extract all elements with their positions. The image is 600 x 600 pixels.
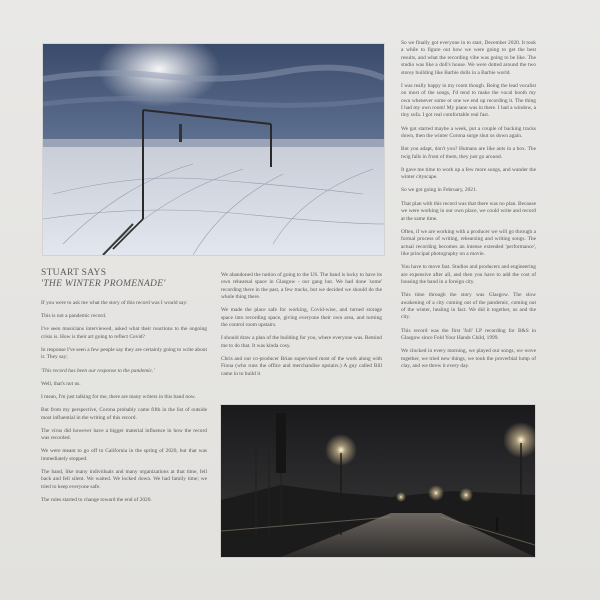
paragraph: I've seen musicians interviewed, asked what their reactions to the ongoing crisis is. How is their art going to reflect Covid? bbox=[41, 326, 207, 340]
paragraph: But you adapt, don't you? Humans are like ants in a box. The twig falls in front of them, they just go around. bbox=[401, 146, 536, 160]
paragraph: The virus did however have a bigger material influence in how the record was recorded. bbox=[41, 427, 207, 442]
paragraph: I mean, I'm just talking for me, there are many writers in this band now. bbox=[41, 394, 196, 401]
paragraph: Well, that's not us. bbox=[41, 380, 81, 387]
paragraph: But from my perspective, Corona probably came fifth in the list of outside most influential in the writing of this record. bbox=[41, 407, 207, 421]
paragraph: We got started maybe a week, put a couple of backing tracks down, then the winter Corona surge shut us down again. bbox=[401, 125, 536, 140]
paragraph: This is not a pandemic record. bbox=[41, 313, 107, 320]
paragraph: We were meant to go off to California in the spring of 2020, but that was immediately stopped. bbox=[41, 448, 207, 462]
paragraph: Chris and our co-producer Brian supervised most of the work along with Fiona (who runs the office and merchandise upstairs.) A guy called Bill came in to build it bbox=[221, 356, 382, 377]
paragraph: So we got going in February, 2021. bbox=[401, 187, 478, 194]
paragraph: We made the place safe for working, Covid-wise, and turned storage space into recording space, giving everyone their own area, and turning the control room upstairs. bbox=[221, 307, 382, 329]
night-street-photo bbox=[221, 405, 535, 557]
paragraph: I should draw a plan of the building for you, where everyone was. Remind me to do that. It was kinda cosy. bbox=[221, 335, 382, 349]
left-text-column bbox=[41, 300, 207, 558]
paragraph: That plan with this record was that there was no plan. Because we were working in our own place, we could write and record at the same time. bbox=[401, 200, 536, 222]
paragraph: We abandoned the notion of going to the US. The band is lucky to have its own rehearsal space in Glasgow - our gang hut. We had done 'some' recording there in the past, a few tracks, but we decided we should do the whole thing there. bbox=[221, 272, 382, 301]
quote-paragraph: 'This record has been our response to the pandemic.' bbox=[41, 367, 155, 374]
article-heading bbox=[41, 268, 211, 290]
paragraph: The rules started to change toward the end of 2020. bbox=[41, 497, 152, 504]
heading-line-1: STUART SAYS bbox=[41, 268, 107, 278]
paragraph: We clocked in every morning, we played our songs, we wove together, we tried new things, we took the proverbial lump of clay, and we threw it every day. bbox=[401, 348, 536, 369]
snowy-goalpost-photo bbox=[43, 44, 384, 255]
right-text-column bbox=[401, 40, 536, 398]
paragraph: This record was the first 'full' LP recording for B&S in Glasgow since Fold Your Hands Child, 1999. bbox=[401, 327, 536, 341]
paragraph: If you were to ask me what the story of this record was I would say: bbox=[41, 300, 188, 306]
paragraph: Often, if we are working with a producer we will go through a formal process of writing, rehearsing and writing songs. The actual recording becomes an intense extended 'performance', like principal photography on a movie. bbox=[401, 228, 536, 257]
paragraph: It gave me time to work up a few more songs, and wander the winter cityscape. bbox=[401, 166, 536, 181]
paragraph: I was really happy in my room though. Being the lead vocalist on most of the songs, I'd tend to make the vocal booth my own whenever some or one we end up recording it. The thing I had my own room! My piano was in there. I had a window, a tiny sofa. I got real comfortable real fast. bbox=[401, 82, 536, 119]
paragraph: This time through the story was Glasgow. The slow awakening of a city coming out of the pandemic, coming out of the winter, healing in fact. We did it together, us and the city. bbox=[401, 292, 536, 321]
paragraph: You have to move fast. Studios and producers and engineering are expensive after all, and then you have to add the cost of housing the band in a foreign city. bbox=[401, 264, 536, 285]
heading-line-2: 'THE WINTER PROMENADE' bbox=[41, 279, 166, 289]
middle-text-column bbox=[221, 272, 382, 402]
paragraph: So we finally got everyone in to start, December 2020. It took a while to figure out how we were going to get the best results, and what the recording vibe was going to be like. The studio was like a doll's house. We were dotted around the two storey building like Barbie dolls in a Barbie world. bbox=[401, 40, 536, 76]
paragraph: The band, like many individuals and many organizations at that time, fell back and fell silent. We waited. We locked down. We had family time; we tried to keep everyone safe. bbox=[41, 469, 207, 490]
paragraph: In response I've seen a few people say they are certainly going to write about it. They say; bbox=[41, 347, 207, 361]
